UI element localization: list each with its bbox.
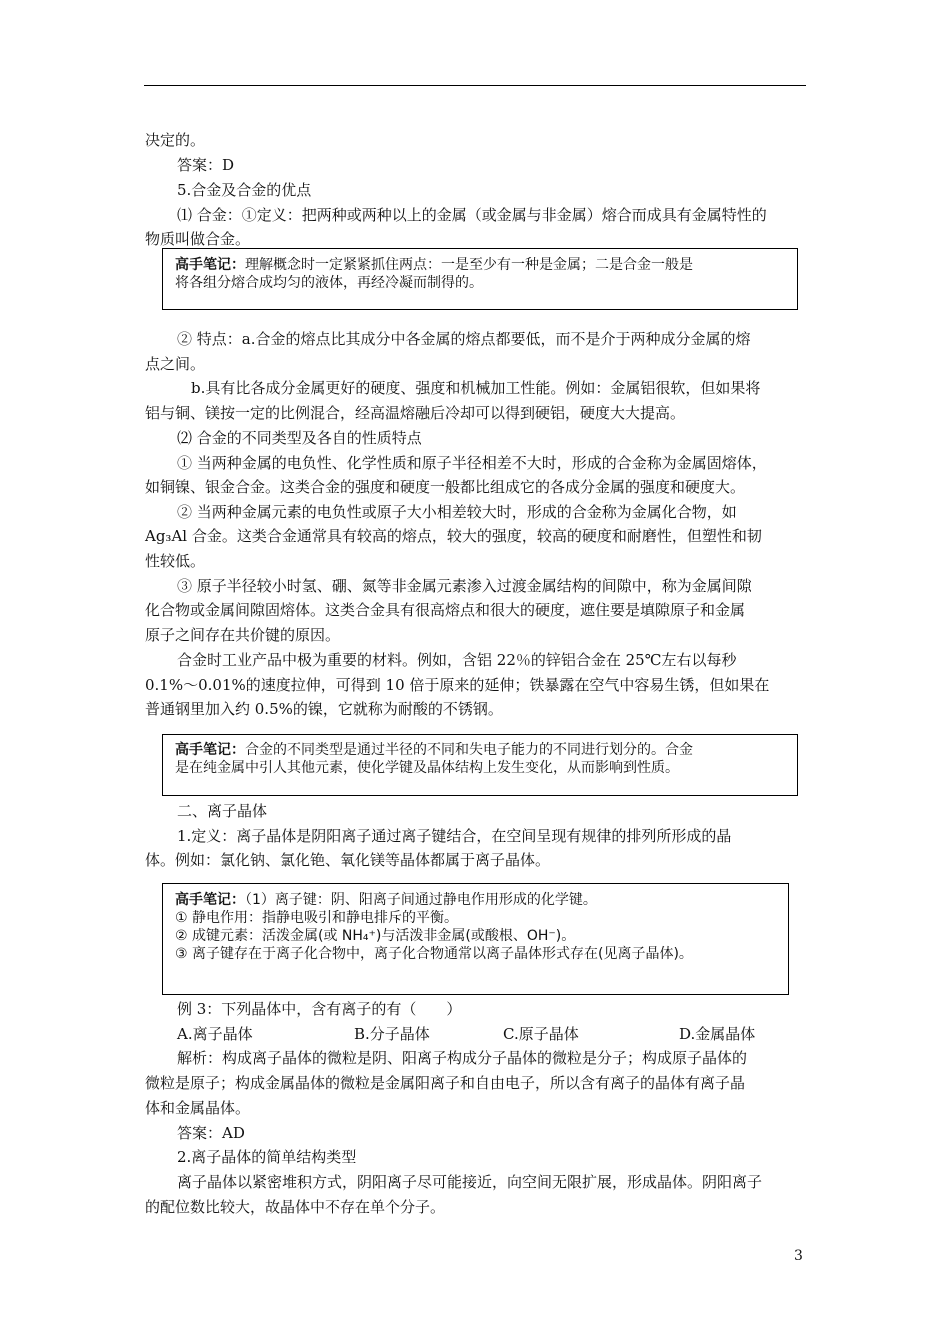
note-label: 高手笔记： [175, 742, 245, 758]
note-label: 高手笔记： [175, 892, 245, 908]
text-line: 物质叫做合金。 [145, 230, 251, 248]
text-line: 原子之间存在共价键的原因。 [145, 626, 341, 644]
option-d: D.金属晶体 [679, 1025, 756, 1043]
note-box-1 [162, 248, 798, 310]
section-heading: ⑵ 合金的不同类型及各自的性质特点 [177, 429, 422, 447]
text-line: 体和金属晶体。 [145, 1099, 251, 1117]
header-rule [144, 85, 806, 86]
text-line: 普通钢里加入约 0.5%的镍，它就称为耐酸的不锈钢。 [145, 700, 503, 718]
note-box-3 [162, 883, 789, 995]
text-line: 点之间。 [145, 355, 206, 373]
option-a: A.离子晶体 [177, 1025, 253, 1043]
text-line: 体。例如：氯化钠、氯化铯、氧化镁等晶体都属于离子晶体。 [145, 851, 551, 869]
text-line: 化合物或金属间隙固熔体。这类合金具有很高熔点和很大的硬度，遮住要是填隙原子和金属 [145, 601, 746, 619]
note-box-2 [162, 734, 798, 796]
note-text: 合金的不同类型是通过半径的不同和失电子能力的不同进行划分的。合金 [245, 742, 693, 758]
section-heading: 二、离子晶体 [177, 802, 268, 820]
note-text: （1）离子键：阴、阳离子间通过静电作用形成的化学键。 [245, 892, 597, 908]
text-line: ① 当两种金属的电负性、化学性质和原子半径相差不大时，形成的合金称为金属固熔体， [177, 454, 767, 472]
page-number: 3 [794, 1248, 803, 1264]
text-line: ⑴ 合金：①定义：把两种或两种以上的金属（或金属与非金属）熔合而成具有金属特性的 [177, 206, 767, 224]
note-text: 将各组分熔合成均匀的液体，再经冷凝而制得的。 [175, 275, 483, 291]
text-line: 铝与铜、镁按一定的比例混合，经高温熔融后冷却可以得到硬铝，硬度大大提高。 [145, 404, 686, 422]
answer-line: 答案：D [177, 156, 235, 174]
text-line: Ag₃Al 合金。这类合金通常具有较高的熔点，较大的强度，较高的硬度和耐磨性，但塑性和韧 [145, 527, 762, 545]
option-b: B.分子晶体 [354, 1025, 430, 1043]
text-line: 决定的。 [145, 131, 206, 149]
section-heading: 2.离子晶体的简单结构类型 [177, 1148, 357, 1166]
answer-line: 答案：AD [177, 1124, 245, 1142]
text-line: ③ 原子半径较小时氢、硼、氮等非金属元素渗入过渡金属结构的间隙中，称为金属间隙 [177, 577, 752, 595]
note-text: ② 成键元素：活泼金属(或 NH₄⁺)与活泼非金属(或酸根、OH⁻)。 [175, 928, 576, 944]
note-text: ③ 离子键存在于离子化合物中，离子化合物通常以离子晶体形式存在(见离子晶体)。 [175, 946, 693, 962]
text-line: ② 特点：a.合金的熔点比其成分中各金属的熔点都要低，而不是介于两种成分金属的熔 [177, 330, 751, 348]
text-line: 性较低。 [145, 552, 206, 570]
note-text: 是在纯金属中引人其他元素，使化学键及晶体结构上发生变化，从而影响到性质。 [175, 760, 679, 776]
section-heading: 5.合金及合金的优点 [177, 181, 312, 199]
text-line: b.具有比各成分金属更好的硬度、强度和机械加工性能。例如：金属铝很软，但如果将 [191, 379, 761, 397]
note-text: ① 静电作用：指静电吸引和静电排斥的平衡。 [175, 910, 458, 926]
text-line: 离子晶体以紧密堆积方式，阴阳离子尽可能接近，向空间无限扩展，形成晶体。阴阳离子 [177, 1173, 763, 1191]
text-line: 的配位数比较大，故晶体中不存在单个分子。 [145, 1198, 446, 1216]
question-line: 例 3：下列晶体中，含有离子的有（ ） [177, 1000, 462, 1018]
note-label: 高手笔记： [175, 257, 245, 273]
text-line: 合金时工业产品中极为重要的材料。例如，含铝 22％的锌铝合金在 25℃左右以每秒 [177, 651, 737, 669]
text-line: 解析：构成离子晶体的微粒是阴、阳离子构成分子晶体的微粒是分子；构成原子晶体的 [177, 1049, 748, 1067]
text-line: 1.定义：离子晶体是阴阳离子通过离子键结合，在空间呈现有规律的排列所形成的晶 [177, 827, 732, 845]
note-text: 理解概念时一定紧紧抓住两点：一是至少有一种是金属；二是合金一般是 [245, 257, 693, 273]
text-line: 0.1%～0.01%的速度拉伸，可得到 10 倍于原来的延伸；铁暴露在空气中容易生锈，但如果在 [145, 676, 770, 694]
text-line: 如铜镍、银金合金。这类合金的强度和硬度一般都比组成它的各成分金属的强度和硬度大。 [145, 478, 746, 496]
text-line: ② 当两种金属元素的电负性或原子大小相差较大时，形成的合金称为金属化合物，如 [177, 503, 737, 521]
option-c: C.原子晶体 [503, 1025, 579, 1043]
text-line: 微粒是原子；构成金属晶体的微粒是金属阳离子和自由电子，所以含有离子的晶体有离子晶 [145, 1074, 746, 1092]
